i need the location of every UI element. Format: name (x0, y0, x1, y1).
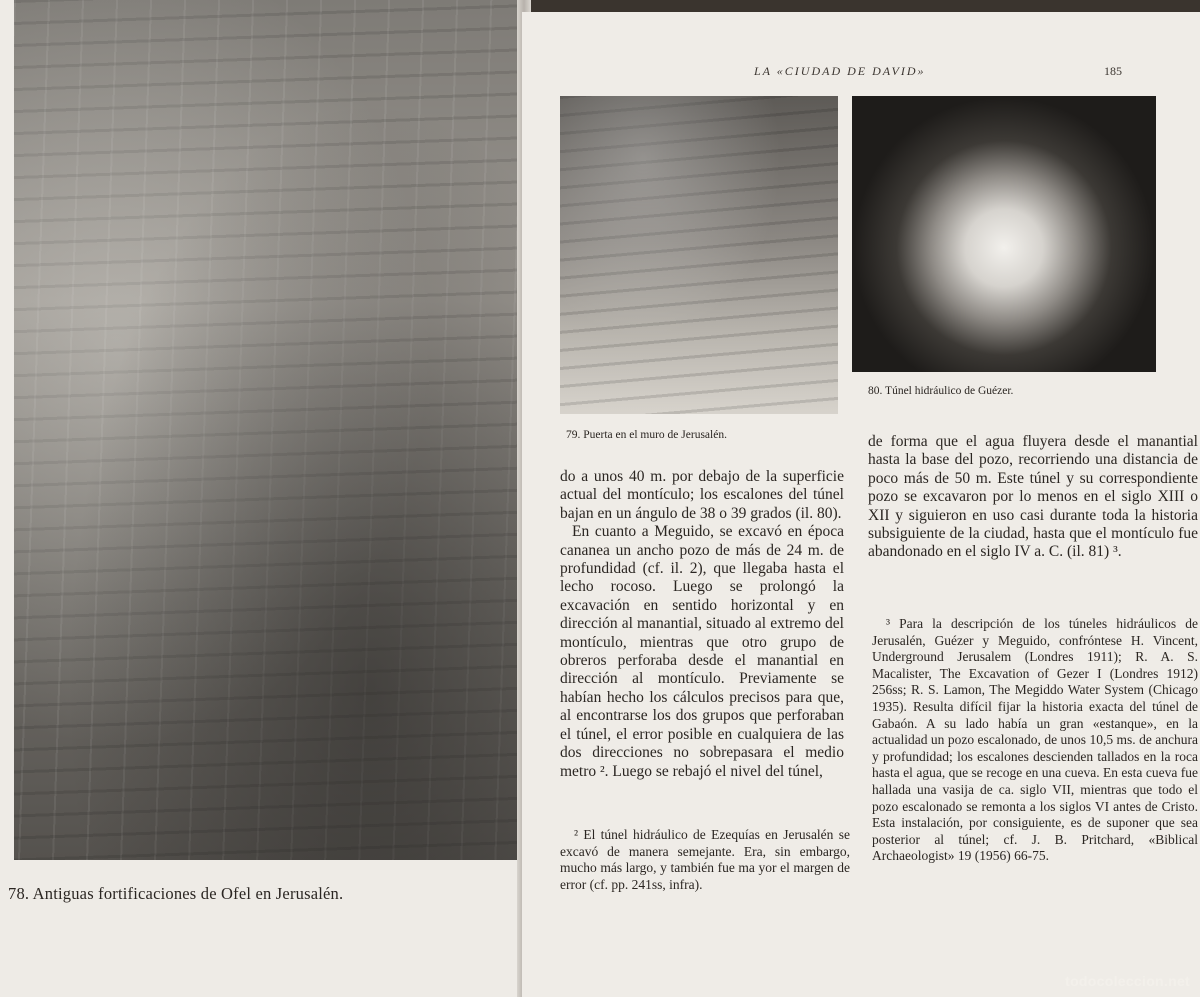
footnote-3-text: ³ Para la descripción de los túneles hidráulicos de Jerusalén, Guézer y Meguido, confróntese H. Vincent, Underground Jerusalem (Londres 1911); R. A. S. Macalister, The Excavation of Gezer I (Londres 1912) 256ss; R. S. Lamon, The Megiddo Water System (Chicago 1935). Resulta difícil fijar la historia exacta del túnel de Gabaón. A su lado había un gran «estanque», en la actualidad un pozo escalonado, de unos 10,5 ms. de anchura y profundidad; los escalones descienden tallados en la roca hasta el agua, que se recoge en una cueva. En esta cueva fue hallada una vasija de ca. siglo VII, mientras que todo el pozo escalonado se remonta a los siglos VI antes de Cristo. Esta instalación, por consiguiente, es de suponer que sea posterior al túnel; cf. J. B. Pritchard, «Biblical Archaeologist» 19 (1956) 66-75. (872, 616, 1198, 864)
body-column-right (868, 433, 1198, 562)
caption-fig-78: 78. Antiguas fortificaciones de Ofel en Jerusalén. (8, 884, 344, 903)
footnote-2 (560, 827, 850, 893)
paragraph-tunnel: de forma que el agua fluyera desde el manantial hasta la base del pozo, recorriendo una distancia de poco más de 50 m. Este túnel y su correspondiente pozo se excavaron por lo menos en el siglo XIII o XII y siguieron en uso casi durante toda la historia subsiguiente de la ciudad, hasta que el montículo fue abandonado en el siglo IV a. C. (il. 81) ³. (868, 433, 1198, 561)
photo-ofel-fortifications (14, 0, 522, 860)
paragraph-continuation: do a unos 40 m. por debajo de la superficie actual del montículo; los escalones del túnel bajan en un ángulo de 38 o 39 grados (il. 80). (560, 468, 844, 522)
watermark: todocoleccion.net (1065, 973, 1190, 989)
page-number: 185 (1104, 64, 1122, 78)
paragraph-meguido: En cuanto a Meguido, se excavó en época cananea un ancho pozo de más de 24 m. de profundidad (cf. il. 2), que llegaba hasta el lecho rocoso. Luego se prolongó la excavación en sentido horizontal y en dirección al manantial, situado al extremo del montículo, mientras que otro grupo de obreros perforaba desde el manantial en dirección al montículo. Previamente se habían hecho los cálculos precisos para que, al encontrarse los dos grupos que perforaban el túnel, el error posible en cualquiera de las dos direcciones no sobrepasara el medio metro ². Luego se rebajó el nivel del túnel, (560, 523, 844, 780)
caption-fig-79: 79. Puerta en el muro de Jerusalén. (566, 429, 727, 441)
photo-gezer-water-tunnel (852, 96, 1156, 372)
footnote-3 (872, 616, 1198, 865)
running-head: LA «CIUDAD DE DAVID» (754, 64, 926, 78)
photo-jerusalem-gate (560, 96, 838, 414)
caption-fig-80: 80. Túnel hidráulico de Guézer. (868, 385, 1014, 397)
footnote-2-text: ² El túnel hidráulico de Ezequías en Jerusalén se excavó de manera semejante. Era, sin embargo, mucho más largo, y también fue ma yor el margen de error (cf. pp. 241ss, infra). (560, 827, 850, 892)
body-column-left (560, 468, 844, 781)
